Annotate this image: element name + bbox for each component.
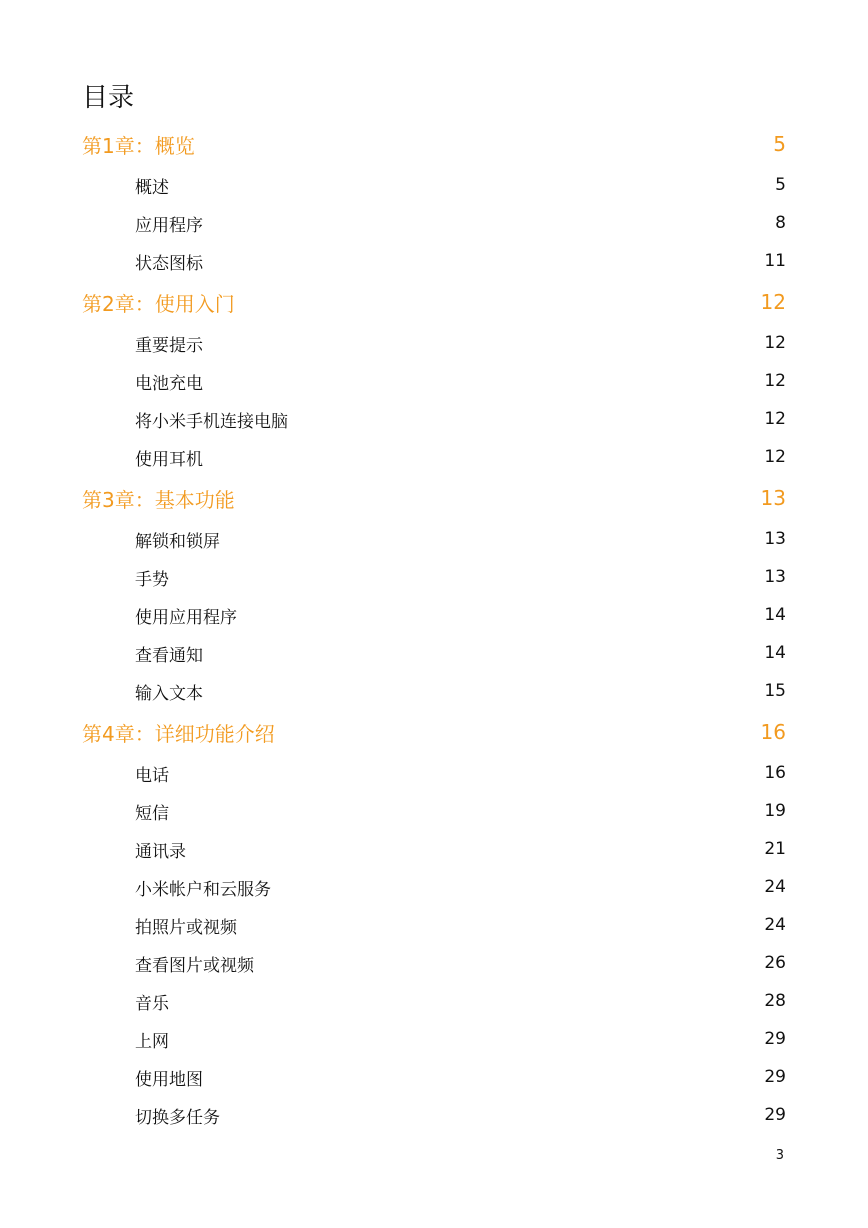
toc-chapter-2[interactable] (82, 280, 786, 324)
entry-title: 上网 (135, 1031, 169, 1052)
entry-page: 14 (764, 643, 786, 663)
toc-entry[interactable] (82, 166, 786, 204)
toc-chapter-3[interactable] (82, 476, 786, 520)
toc-entry[interactable] (82, 634, 786, 672)
toc-entry[interactable] (82, 438, 786, 476)
chapter-title: 第3章：基本功能 (82, 487, 235, 512)
toc-entry[interactable] (82, 868, 786, 906)
entry-page: 16 (764, 763, 786, 783)
toc-entry[interactable] (82, 596, 786, 634)
entry-page: 19 (764, 801, 786, 821)
toc-entry[interactable] (82, 362, 786, 400)
toc-entry[interactable] (82, 792, 786, 830)
toc-entry[interactable] (82, 400, 786, 438)
toc-entry[interactable] (82, 520, 786, 558)
entry-title: 切换多任务 (135, 1107, 220, 1128)
table-of-contents (82, 122, 786, 1134)
entry-page: 11 (764, 251, 786, 271)
chapter-page: 16 (760, 720, 786, 744)
toc-entry[interactable] (82, 558, 786, 596)
entry-page: 29 (764, 1105, 786, 1125)
toc-entry[interactable] (82, 982, 786, 1020)
toc-chapter-1[interactable] (82, 122, 786, 166)
entry-title: 拍照片或视频 (135, 917, 237, 938)
entry-page: 8 (775, 213, 786, 233)
toc-chapter-4[interactable] (82, 710, 786, 754)
entry-page: 12 (764, 409, 786, 429)
chapter-page: 13 (760, 486, 786, 510)
entry-page: 12 (764, 447, 786, 467)
toc-entry[interactable] (82, 906, 786, 944)
entry-title: 解锁和锁屏 (135, 531, 220, 552)
entry-page: 14 (764, 605, 786, 625)
entry-title: 短信 (135, 803, 169, 824)
entry-title: 电池充电 (135, 373, 203, 394)
entry-title: 查看通知 (135, 645, 203, 666)
chapter-title: 第1章：概览 (82, 133, 195, 158)
entry-page: 24 (764, 877, 786, 897)
chapter-title: 第2章：使用入门 (82, 291, 235, 316)
toc-entry[interactable] (82, 1096, 786, 1134)
entry-title: 查看图片或视频 (135, 955, 254, 976)
toc-entry[interactable] (82, 242, 786, 280)
entry-page: 5 (775, 175, 786, 195)
entry-page: 26 (764, 953, 786, 973)
toc-title: 目录 (82, 83, 135, 113)
toc-entry[interactable] (82, 672, 786, 710)
chapter-title: 第4章：详细功能介绍 (82, 721, 275, 746)
entry-title: 状态图标 (135, 253, 203, 274)
toc-entry[interactable] (82, 204, 786, 242)
entry-page: 12 (764, 371, 786, 391)
toc-entry[interactable] (82, 944, 786, 982)
entry-page: 21 (764, 839, 786, 859)
entry-page: 29 (764, 1067, 786, 1087)
page-number: 3 (775, 1148, 784, 1163)
entry-page: 29 (764, 1029, 786, 1049)
entry-page: 15 (764, 681, 786, 701)
entry-title: 使用应用程序 (135, 607, 237, 628)
entry-title: 概述 (135, 177, 169, 198)
toc-entry[interactable] (82, 1058, 786, 1096)
entry-title: 手势 (135, 569, 169, 590)
entry-title: 使用耳机 (135, 449, 203, 470)
chapter-page: 5 (773, 132, 786, 156)
entry-title: 电话 (135, 765, 169, 786)
entry-title: 使用地图 (135, 1069, 203, 1090)
entry-title: 应用程序 (135, 215, 203, 236)
entry-title: 通讯录 (135, 841, 186, 862)
toc-entry[interactable] (82, 1020, 786, 1058)
toc-entry[interactable] (82, 324, 786, 362)
entry-title: 将小米手机连接电脑 (135, 411, 288, 432)
entry-page: 12 (764, 333, 786, 353)
entry-title: 输入文本 (135, 683, 203, 704)
entry-page: 28 (764, 991, 786, 1011)
entry-page: 13 (764, 567, 786, 587)
toc-entry[interactable] (82, 830, 786, 868)
entry-page: 13 (764, 529, 786, 549)
entry-title: 重要提示 (135, 335, 203, 356)
chapter-page: 12 (760, 290, 786, 314)
entry-title: 小米帐户和云服务 (135, 879, 271, 900)
entry-title: 音乐 (135, 993, 169, 1014)
toc-entry[interactable] (82, 754, 786, 792)
entry-page: 24 (764, 915, 786, 935)
